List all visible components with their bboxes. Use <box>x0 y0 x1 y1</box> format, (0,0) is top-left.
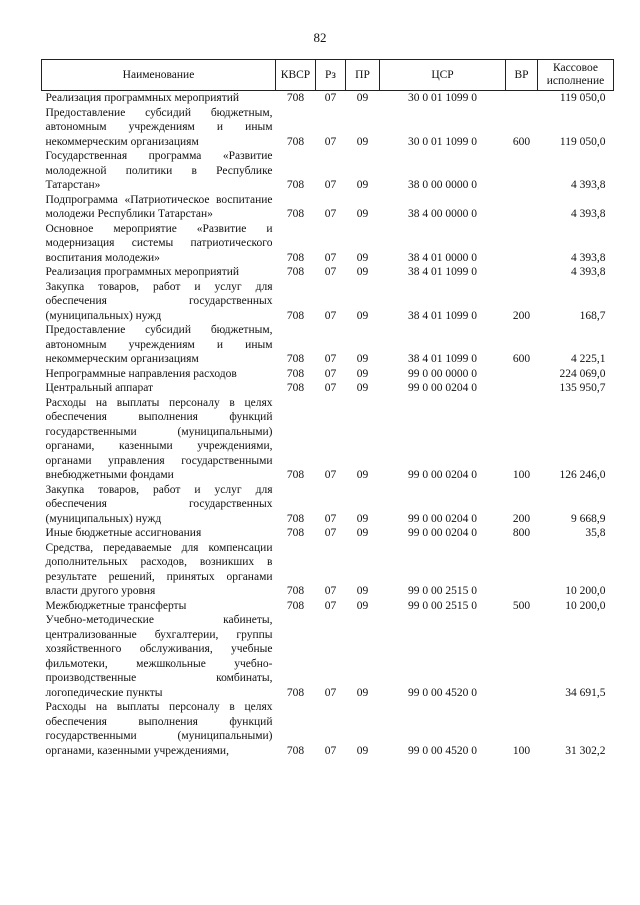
row-kvsr: 708 <box>286 512 305 525</box>
row-kvsr: 708 <box>286 208 305 220</box>
table-row <box>42 483 614 527</box>
row-name: Учебно-методические кабинеты, централизованные бухгалтерии, группы хозяйственного обслуживания, учебные фильмотеки, межшкольные учебно-производственные комбинаты, логопедические пункты <box>45 614 273 699</box>
row-csr: 38 0 00 0000 0 <box>408 179 477 191</box>
row-kvsr: 708 <box>286 686 305 699</box>
row-kvsr: 708 <box>286 599 305 612</box>
row-pr: 09 <box>356 585 369 597</box>
row-name: Закупка товаров, работ и услуг для обеспечения государственных (муниципальных) нужд <box>45 483 273 525</box>
table-row <box>42 323 614 367</box>
row-vr: 200 <box>512 512 531 525</box>
row-csr: 30 0 01 1099 0 <box>408 135 477 148</box>
row-pr: 09 <box>356 382 369 394</box>
row-rz: 07 <box>324 512 337 525</box>
row-rz: 07 <box>324 744 337 757</box>
row-kvsr: 708 <box>286 367 305 380</box>
budget-table <box>41 59 614 758</box>
row-csr: 38 4 01 0000 0 <box>408 251 477 264</box>
table-row <box>42 381 614 396</box>
table-row <box>42 106 614 150</box>
row-csr: 38 4 01 1099 0 <box>408 309 477 322</box>
row-amount: 34 691,5 <box>565 686 606 699</box>
row-pr: 09 <box>356 686 369 699</box>
row-csr: 99 0 00 4520 0 <box>408 686 477 699</box>
row-rz: 07 <box>324 469 337 481</box>
header-csr: ЦСР <box>380 60 506 91</box>
row-vr <box>506 265 538 280</box>
row-name: Межбюджетные трансферты <box>45 599 187 612</box>
row-amount: 168,7 <box>579 309 606 322</box>
table-header <box>42 60 614 91</box>
row-name: Предоставление субсидий бюджетным, автономным учреждениям и иным некоммерческим организациям <box>45 324 273 365</box>
row-amount: 10 200,0 <box>565 585 606 597</box>
row-kvsr: 708 <box>286 309 305 322</box>
header-amount: Кассовое исполнение <box>538 60 614 91</box>
row-vr: 100 <box>512 744 531 757</box>
row-amount: 9 668,9 <box>571 512 606 525</box>
row-pr: 09 <box>356 208 369 220</box>
row-rz: 07 <box>324 309 337 322</box>
row-rz: 07 <box>324 251 337 264</box>
row-pr: 09 <box>356 266 369 278</box>
row-rz: 07 <box>324 266 337 278</box>
table-row <box>42 599 614 614</box>
row-kvsr: 708 <box>286 92 305 104</box>
row-vr <box>506 613 538 700</box>
row-pr: 09 <box>356 527 369 539</box>
row-vr <box>506 381 538 396</box>
row-kvsr: 708 <box>286 527 305 539</box>
row-name: Государственная программа «Развитие молодежной политики в Республике Татарстан» <box>45 150 273 191</box>
table-row <box>42 367 614 382</box>
row-amount: 224 069,0 <box>559 367 606 380</box>
row-vr <box>506 193 538 222</box>
row-vr: 600 <box>512 353 531 365</box>
row-kvsr: 708 <box>286 744 305 757</box>
row-amount: 119 050,0 <box>559 135 606 148</box>
row-csr: 38 4 01 1099 0 <box>408 266 477 278</box>
row-pr: 09 <box>356 251 369 264</box>
row-csr: 99 0 00 2515 0 <box>408 585 477 597</box>
row-pr: 09 <box>356 135 369 148</box>
row-name: Средства, передаваемые для компенсации дополнительных расходов, возникших в результате решений, принятых органами власти другого уровня <box>45 541 273 597</box>
row-kvsr: 708 <box>286 469 305 481</box>
row-name: Предоставление субсидий бюджетным, автономным учреждениям и иным некоммерческим организациям <box>45 106 273 148</box>
row-name: Реализация программных мероприятий <box>45 266 240 278</box>
row-name: Непрограммные направления расходов <box>45 367 237 380</box>
row-csr: 99 0 00 2515 0 <box>408 599 477 612</box>
row-amount: 4 225,1 <box>571 353 606 365</box>
header-pr: ПР <box>346 60 380 91</box>
row-csr: 99 0 00 4520 0 <box>408 744 477 757</box>
row-vr <box>506 91 538 106</box>
row-name: Расходы на выплаты персоналу в целях обеспечения выполнения функций государственными (муниципальными) органами, казенными учреждениями, <box>45 701 273 757</box>
row-amount: 126 246,0 <box>559 469 606 481</box>
row-pr: 09 <box>356 309 369 322</box>
row-csr: 99 0 00 0204 0 <box>408 527 477 539</box>
row-kvsr: 708 <box>286 179 305 191</box>
row-amount: 35,8 <box>585 527 606 539</box>
row-name: Реализация программных мероприятий <box>45 92 240 104</box>
row-pr: 09 <box>356 367 369 380</box>
table-row <box>42 700 614 758</box>
row-csr: 99 0 00 0204 0 <box>408 469 477 481</box>
row-pr: 09 <box>356 599 369 612</box>
row-name: Подпрограмма «Патриотическое воспитание молодежи Республики Татарстан» <box>45 193 273 220</box>
row-amount: 119 050,0 <box>559 92 606 104</box>
row-csr: 38 4 00 0000 0 <box>408 208 477 220</box>
table-row <box>42 265 614 280</box>
row-name: Иные бюджетные ассигнования <box>45 527 202 539</box>
row-csr: 30 0 01 1099 0 <box>408 92 477 104</box>
row-kvsr: 708 <box>286 135 305 148</box>
row-name: Центральный аппарат <box>45 382 154 394</box>
row-rz: 07 <box>324 382 337 394</box>
header-vr: ВР <box>506 60 538 91</box>
row-vr <box>506 541 538 599</box>
row-kvsr: 708 <box>286 251 305 264</box>
page-number: 82 <box>313 30 327 45</box>
row-rz: 07 <box>324 367 337 380</box>
table-row <box>42 526 614 541</box>
table-row <box>42 149 614 193</box>
row-vr: 200 <box>512 309 531 322</box>
row-pr: 09 <box>356 92 369 104</box>
row-vr: 600 <box>512 135 531 148</box>
row-vr <box>506 222 538 266</box>
row-csr: 38 4 01 1099 0 <box>408 353 477 365</box>
table-body <box>42 91 614 759</box>
row-name: Основное мероприятие «Развитие и модернизация системы патриотического воспитания молодежи» <box>45 222 273 264</box>
row-csr: 99 0 00 0204 0 <box>408 512 477 525</box>
table-row <box>42 613 614 700</box>
row-vr: 800 <box>512 527 531 539</box>
row-vr: 100 <box>512 469 531 481</box>
row-rz: 07 <box>324 208 337 220</box>
row-kvsr: 708 <box>286 353 305 365</box>
row-amount: 31 302,2 <box>565 744 606 757</box>
header-name: Наименование <box>42 60 276 91</box>
row-rz: 07 <box>324 585 337 597</box>
row-rz: 07 <box>324 353 337 365</box>
row-amount: 4 393,8 <box>571 251 606 264</box>
row-rz: 07 <box>324 686 337 699</box>
row-pr: 09 <box>356 179 369 191</box>
row-kvsr: 708 <box>286 585 305 597</box>
row-rz: 07 <box>324 92 337 104</box>
row-pr: 09 <box>356 744 369 757</box>
table-row <box>42 193 614 222</box>
row-kvsr: 708 <box>286 266 305 278</box>
row-vr <box>506 149 538 193</box>
row-name: Закупка товаров, работ и услуг для обеспечения государственных (муниципальных) нужд <box>45 280 273 322</box>
row-rz: 07 <box>324 179 337 191</box>
row-rz: 07 <box>324 527 337 539</box>
row-rz: 07 <box>324 135 337 148</box>
row-amount: 135 950,7 <box>559 382 606 394</box>
table-row <box>42 396 614 483</box>
row-name: Расходы на выплаты персоналу в целях обеспечения выполнения функций государственными (муниципальными) органами, казенными учреждениями, органами управления государственными внебюджетными фондами <box>45 396 273 481</box>
row-amount: 4 393,8 <box>571 208 606 220</box>
row-kvsr: 708 <box>286 382 305 394</box>
row-pr: 09 <box>356 353 369 365</box>
row-csr: 99 0 00 0000 0 <box>408 367 477 380</box>
row-amount: 4 393,8 <box>571 179 606 191</box>
row-amount: 10 200,0 <box>565 599 606 612</box>
row-amount: 4 393,8 <box>571 266 606 278</box>
table-row <box>42 222 614 266</box>
row-vr <box>506 367 538 382</box>
row-csr: 99 0 00 0204 0 <box>408 382 477 394</box>
row-pr: 09 <box>356 469 369 481</box>
table-row <box>42 280 614 324</box>
row-pr: 09 <box>356 512 369 525</box>
table-row <box>42 541 614 599</box>
table-row <box>42 91 614 106</box>
row-vr: 500 <box>512 599 531 612</box>
row-rz: 07 <box>324 599 337 612</box>
header-rz: Рз <box>316 60 346 91</box>
header-kvsr: КВСР <box>276 60 316 91</box>
